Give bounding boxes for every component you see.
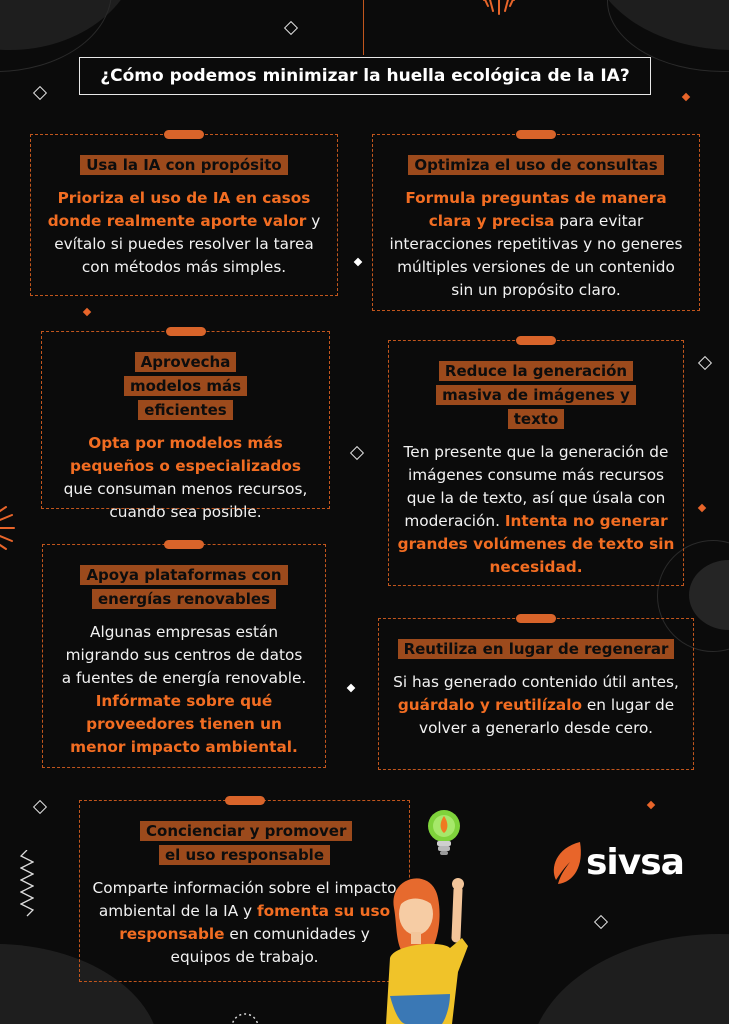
body-highlight: Opta por modelos más pequeños o especializados: [70, 434, 301, 475]
body-highlight: Infórmate sobre qué proveedores tienen un menor impacto ambiental.: [70, 692, 298, 756]
dotted-circle-decoration: [228, 1010, 262, 1024]
card-pill: [225, 796, 265, 805]
body-highlight: Prioriza el uso de IA en casos donde realmente aporte valor: [47, 189, 311, 230]
card-title: Usa la IA con propósito: [80, 155, 287, 175]
card-body: [42, 432, 329, 524]
card-title: Reutiliza en lugar de regenerar: [398, 639, 675, 659]
card-models: [41, 331, 330, 521]
card-body: [80, 877, 409, 969]
card-body: [373, 187, 699, 302]
body-text: Algunas empresas están migrando sus centros de datos a fuentes de energía renovable.: [61, 623, 307, 687]
dot-decoration: [83, 308, 91, 316]
card-title: Aprovecha modelos más eficientes: [124, 352, 247, 420]
title-box: [79, 57, 651, 95]
card-body: [43, 621, 325, 759]
card-pill: [516, 614, 556, 623]
dot-decoration: [698, 504, 706, 512]
corner-decoration: [529, 934, 729, 1024]
sunburst-decoration: [476, 0, 522, 24]
card-title: Reduce la generación masiva de imágenes y texto: [436, 361, 636, 429]
card-body: [389, 441, 683, 579]
diamond-decoration: [33, 800, 47, 814]
card-body: [31, 187, 337, 279]
top-line-decoration: [363, 0, 364, 55]
diamond-decoration: [33, 86, 47, 100]
card-title: Optimiza el uso de consultas: [408, 155, 663, 175]
sunburst-decoration: [0, 505, 22, 551]
body-text: Si has generado contenido útil antes,: [393, 673, 679, 691]
body-text: Ten presente que la generación de imágenes consume más recursos que la de texto, así que úsala con moderación.: [403, 443, 669, 530]
body-text: en lugar de volver a generarlo desde cero.: [419, 696, 675, 737]
dot-decoration: [647, 801, 655, 809]
body-highlight: guárdalo y reutilízalo: [397, 696, 583, 714]
card-body: [379, 671, 693, 740]
card-pill: [164, 130, 204, 139]
body-highlight: fomenta su uso responsable: [119, 902, 391, 943]
card-title: Concienciar y promover el uso responsable: [140, 821, 352, 865]
diamond-decoration: [594, 915, 608, 929]
leaf-icon: [550, 840, 584, 884]
card-reduce: [388, 340, 684, 586]
card-renewables: [42, 544, 326, 768]
diamond-decoration: [350, 446, 364, 460]
sivsa-logo: [550, 840, 684, 884]
diamond-decoration: [698, 356, 712, 370]
diamond-decoration: [284, 21, 298, 35]
dot-decoration: [682, 93, 690, 101]
zigzag-decoration: [20, 850, 34, 920]
lightbulb-icon: [422, 806, 466, 862]
card-title: Apoya plataformas con energías renovables: [80, 565, 287, 609]
body-text: que consuman menos recursos, cuando sea posible.: [63, 480, 308, 521]
body-highlight: Intenta no generar grandes volúmenes de texto sin necesidad.: [397, 512, 675, 576]
character-illustration: [372, 868, 492, 1024]
logo-text: sivsa: [586, 841, 684, 883]
card-queries: [372, 134, 700, 311]
card-pill: [164, 540, 204, 549]
card-awareness: [79, 800, 410, 982]
card-pill: [516, 130, 556, 139]
page-title: ¿Cómo podemos minimizar la huella ecológica de la IA?: [100, 66, 630, 86]
card-purpose: [30, 134, 338, 296]
diamond-decoration: [354, 258, 362, 266]
body-text: en comunidades y equipos de trabajo.: [170, 925, 370, 966]
card-pill: [166, 327, 206, 336]
card-reuse: [378, 618, 694, 770]
body-highlight: Formula preguntas de manera clara y precisa: [405, 189, 667, 230]
diamond-decoration: [347, 684, 355, 692]
body-text: para evitar interacciones repetitivas y no generes múltiples versiones de un contenido sin un propósito claro.: [389, 212, 683, 299]
body-text: y evítalo si puedes resolver la tarea con métodos más simples.: [54, 212, 321, 276]
card-pill: [516, 336, 556, 345]
body-text: Comparte información sobre el impacto ambiental de la IA y: [92, 879, 397, 920]
